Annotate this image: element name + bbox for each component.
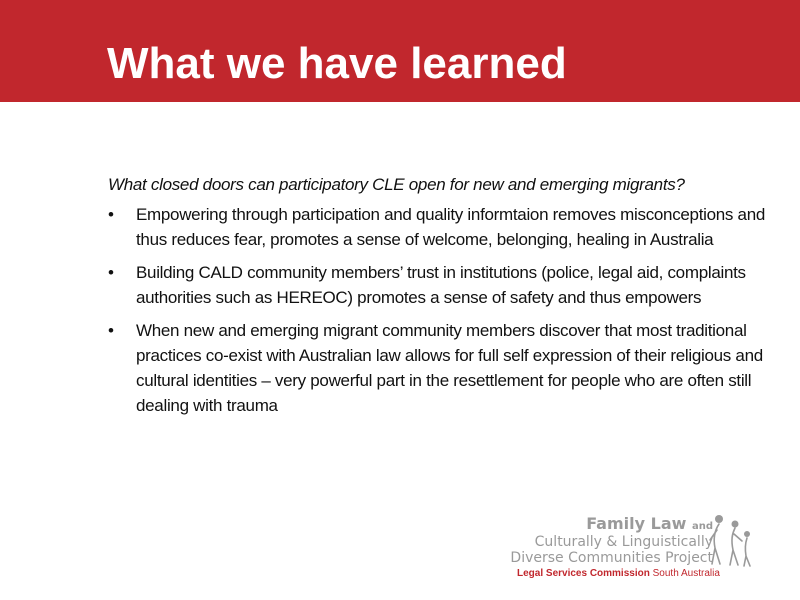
logo-line-project: Diverse Communities Project <box>510 550 713 566</box>
bullet-text: Empowering through participation and quality informtaion removes misconceptions and thus reduces fear, promotes a sense of welcome, belonging, healing in Australia <box>136 205 766 249</box>
logo-line-cald: Culturally & Linguistically <box>534 534 713 550</box>
bullet-icon: • <box>108 263 114 282</box>
slide-content <box>108 172 798 426</box>
people-figures-icon <box>707 510 757 570</box>
bullet-text: Building CALD community members’ trust in institutions (police, legal aid, complaints authorities such as HEREOC) promotes a sense of safety and thus empowers <box>136 263 746 307</box>
logo-org-name: Legal Services Commission <box>517 568 650 579</box>
bullet-item <box>108 260 798 310</box>
bullet-icon: • <box>108 321 114 340</box>
logo-family-law-text: Family Law <box>586 514 687 533</box>
bullet-icon: • <box>108 205 114 224</box>
bullet-item <box>108 318 798 418</box>
logo-org-state: South Australia <box>652 568 720 579</box>
bullet-list <box>108 202 798 418</box>
bullet-text: When new and emerging migrant community members discover that most traditional practices co-exist with Australian law allows for full self expression of their religious and cultural identities – very powerful part in the resettlement for people who are often still dealing with trauma <box>136 321 763 415</box>
bullet-item <box>108 202 798 252</box>
title-banner <box>0 0 800 102</box>
slide-question: What closed doors can participatory CLE open for new and emerging migrants? <box>108 175 685 194</box>
project-logo <box>510 510 795 585</box>
logo-organisation <box>517 568 720 579</box>
logo-and-text: and <box>691 521 713 532</box>
logo-line-family-law <box>586 514 713 533</box>
slide-title: What we have learned <box>107 39 567 88</box>
